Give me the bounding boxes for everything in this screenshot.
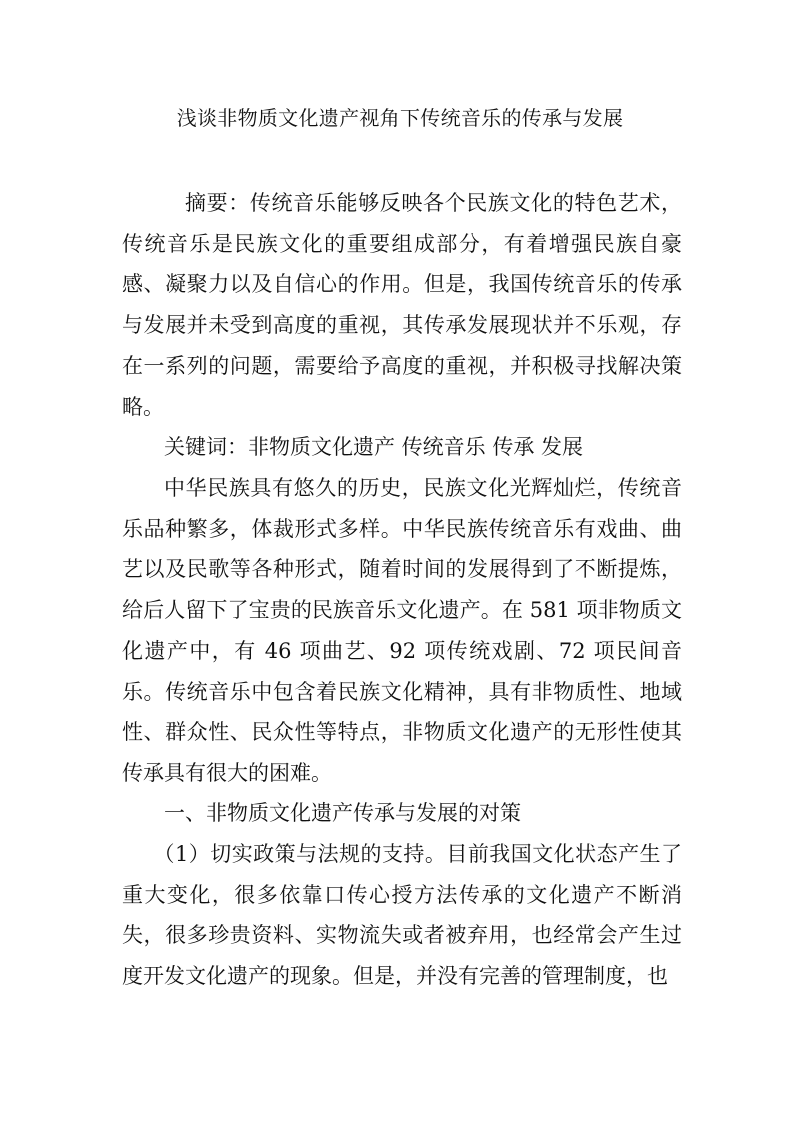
section-heading: 一、非物质文化遗产传承与发展的对策 (164, 801, 521, 825)
section-paragraph: （1）切实政策与法规的支持。目前我国文化状态产生了重大变化，很多依靠口传心授方法传承的文化遗产不断消失，很多珍贵资料、实物流失或者被弃用，也经常会产生过度开发文化遗产的现象。但是，并没有完善的管理制度，也 (122, 842, 682, 989)
intro-paragraph: 中华民族具有悠久的历史，民族文化光辉灿烂，传统音乐品种繁多，体裁形式多样。中华民族传统音乐有戏曲、曲艺以及民歌等各种形式，随着时间的发展得到了不断提炼，给后人留下了宝贵的民族音乐文化遗产。在 581 项非物质文化遗产中，有 46 项曲艺、92 项传统戏剧、72 项民间音乐。传统音乐中包含着民族文化精神，具有非物质性、地域性、群众性、民众性等特点，非物质文化遗产的无形性使其传承具有很大的困难。 (122, 476, 682, 785)
abstract-paragraph: 摘要：传统音乐能够反映各个民族文化的特色艺术，传统音乐是民族文化的重要组成部分，有着增强民族自豪感、凝聚力以及自信心的作用。但是，我国传统音乐的传承与发展并未受到高度的重视，其传承发展现状并不乐观，存在一系列的问题，需要给予高度的重视，并积极寻找解决策略。 (122, 191, 682, 419)
keywords-line: 关键词：非物质文化遗产 传统音乐 传承 发展 (164, 435, 584, 459)
document-title: 浅谈非物质文化遗产视角下传统音乐的传承与发展 (176, 106, 624, 130)
